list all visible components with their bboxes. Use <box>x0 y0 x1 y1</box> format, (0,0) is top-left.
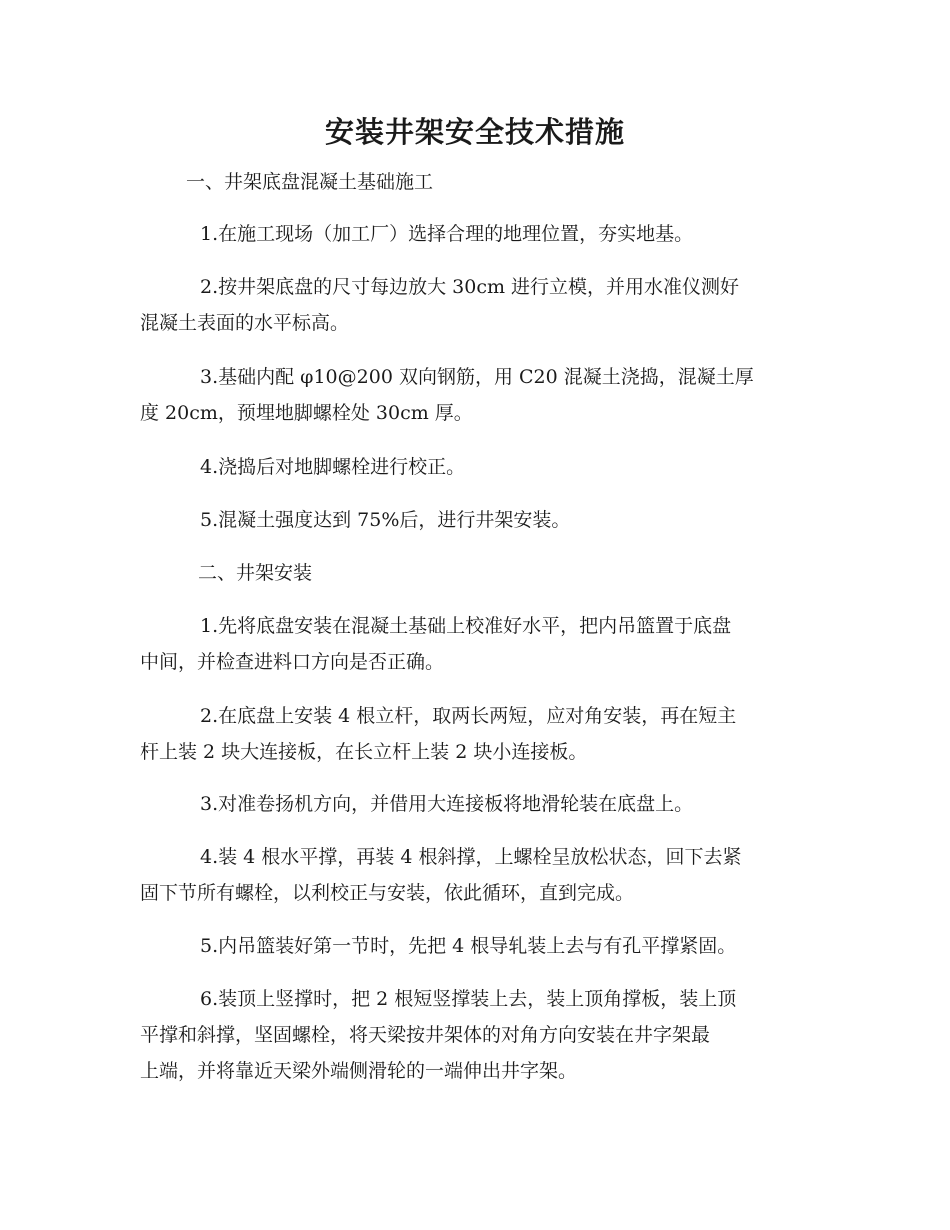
paragraph-2-5 <box>140 928 808 964</box>
paragraph-line: 1.在施工现场（加工厂）选择合理的地理位置，夯实地基。 <box>200 223 694 245</box>
section-heading-1: 一、井架底盘混凝土基础施工 <box>186 171 434 193</box>
paragraph-line: 4.装 4 根水平撑，再装 4 根斜撑，上螺栓呈放松状态，回下去紧 <box>200 846 742 868</box>
paragraph-line: 3.基础内配 φ10@200 双向钢筋，用 C20 混凝土浇捣，混凝土厚 <box>200 366 754 388</box>
paragraph-line: 2.按井架底盘的尺寸每边放大 30cm 进行立模，并用水准仪测好 <box>200 276 740 298</box>
paragraph-line: 中间，并检查进料口方向是否正确。 <box>140 651 445 673</box>
paragraph-2-6 <box>140 981 808 1089</box>
document-title: 安装井架安全技术措施 <box>324 115 625 149</box>
paragraph-line: 平撑和斜撑，坚固螺栓，将天梁按井架体的对角方向安装在井字架最 <box>140 1024 711 1046</box>
paragraph-line: 杆上装 2 块大连接板，在长立杆上装 2 块小连接板。 <box>140 741 588 763</box>
paragraph-line: 1.先将底盘安装在混凝土基础上校准好水平，把内吊篮置于底盘 <box>200 615 732 637</box>
paragraph-1-4 <box>140 449 808 485</box>
paragraph-1-3 <box>140 359 808 431</box>
paragraph-line: 度 20cm，预埋地脚螺栓处 30cm 厚。 <box>140 402 473 424</box>
paragraph-1-1 <box>140 216 808 252</box>
paragraph-line: 2.在底盘上安装 4 根立杆，取两长两短，应对角安装，再在短主 <box>200 705 737 727</box>
paragraph-line: 混凝土表面的水平标高。 <box>140 312 350 334</box>
paragraph-2-2 <box>140 698 808 770</box>
paragraph-1-5 <box>140 502 808 538</box>
paragraph-line: 4.浇捣后对地脚螺栓进行校正。 <box>200 456 466 478</box>
paragraph-line: 固下节所有螺栓，以利校正与安装，依此循环，直到完成。 <box>140 882 635 904</box>
paragraph-2-3 <box>140 786 808 822</box>
paragraph-line: 5.混凝土强度达到 75%后，进行井架安装。 <box>200 509 571 531</box>
paragraph-line: 6.装顶上竖撑时，把 2 根短竖撑装上去，装上顶角撑板，装上顶 <box>200 988 737 1010</box>
paragraph-line: 5.内吊篮装好第一节时，先把 4 根导轧装上去与有孔平撑紧固。 <box>200 935 737 957</box>
paragraph-2-4 <box>140 839 808 911</box>
paragraph-line: 3.对准卷扬机方向，并借用大连接板将地滑轮装在底盘上。 <box>200 793 694 815</box>
paragraph-line: 上端，并将靠近天梁外端侧滑轮的一端伸出井字架。 <box>140 1060 578 1082</box>
section-heading-2: 二、井架安装 <box>198 562 313 584</box>
paragraph-1-2 <box>140 269 808 341</box>
paragraph-2-1 <box>140 608 808 680</box>
